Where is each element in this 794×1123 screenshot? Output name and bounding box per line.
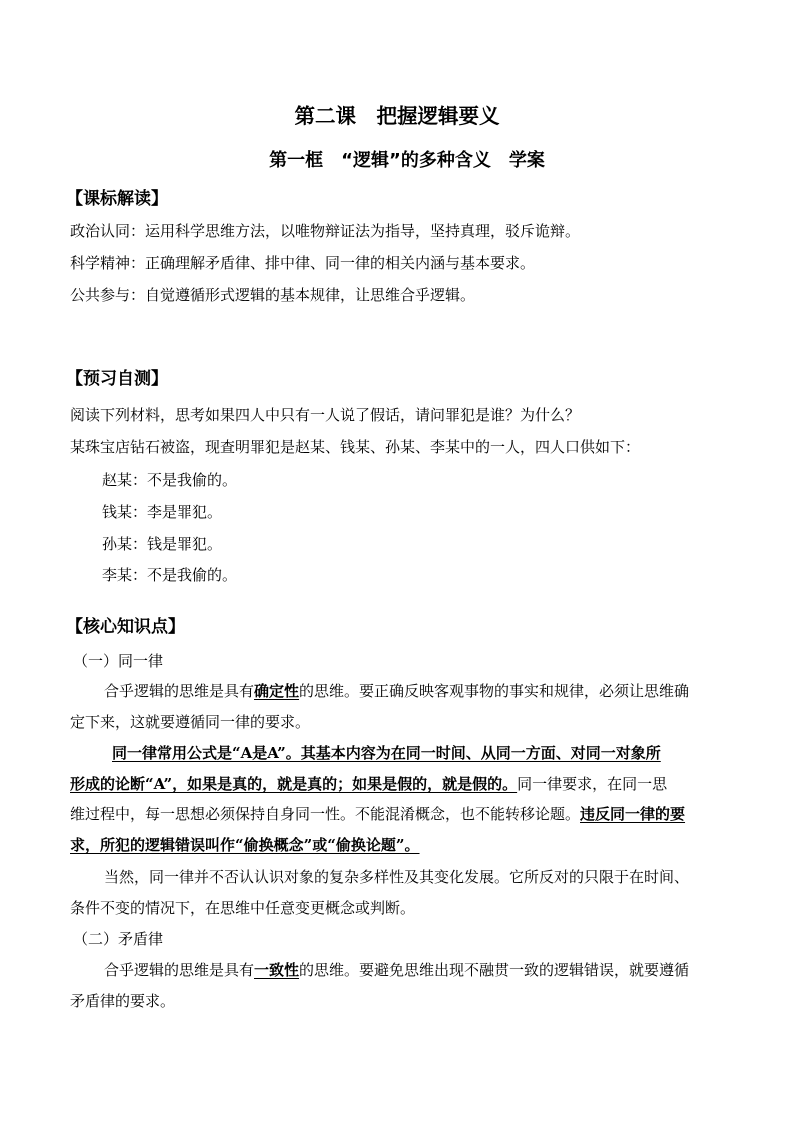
maodunlv-para1-line2: 矛盾律的要求。 [70,992,176,1010]
keyword-certainty: 确定性 [254,682,300,700]
tongyilv-para2-line4: 求，所犯的逻辑错误叫作“偷换概念”或“偷换论题”。 [70,836,420,854]
statement-sun: 孙某：钱是罪犯。 [102,535,223,553]
maodunlv-para1-line1: 合乎逻辑的思维是具有一致性的思维。要避免思维出现不融贯一致的逻辑错误，就要遵循 [104,961,690,979]
kebiao-heading: 【课标解读】 [66,189,168,209]
statement-li: 李某：不是我偷的。 [102,566,238,584]
yuxi-intro-material: 某珠宝店钻石被盗，现查明罪犯是赵某、钱某、孙某、李某中的一人，四人口供如下： [70,438,641,456]
yuxi-intro-question: 阅读下列材料，思考如果四人中只有一人说了假话，请问罪犯是谁？为什么？ [70,406,581,424]
kebiao-item-science: 科学精神：正确理解矛盾律、排中律、同一律的相关内涵与基本要求。 [70,254,536,272]
yuxi-heading: 【预习自测】 [66,369,168,389]
statement-qian: 钱某：李是罪犯。 [102,503,223,521]
tongyilv-para2-line3: 维过程中，每一思想必须保持自身同一性。不能混淆概念，也不能转移论题。违反同一律的要 [70,805,686,823]
kebiao-item-public: 公共参与：自觉遵循形式逻辑的基本规律，让思维合乎逻辑。 [70,286,476,304]
page-title: 第二课 把握逻辑要义 [294,104,500,128]
section-maodunlv-label: （二）矛盾律 [73,930,164,948]
page-subtitle: 第一框 “逻辑”的多种含义 学案 [269,150,545,171]
tongyilv-para3-line2: 条件不变的情况下，在思维中任意变更概念或判断。 [70,899,416,917]
tongyilv-para1-line1: 合乎逻辑的思维是具有确定性的思维。要正确反映客观事物的事实和规律，必须让思维确 [104,682,690,700]
statement-zhao: 赵某：不是我偷的。 [102,471,238,489]
tongyilv-para2-line2: 形成的论断“A”，如果是真的，就是真的；如果是假的，就是假的。同一律要求，在同一思 [70,775,668,793]
kebiao-item-political: 政治认同：运用科学思维方法，以唯物辩证法为指导，坚持真理，驳斥诡辩。 [70,222,581,240]
hexin-heading: 【核心知识点】 [66,617,185,637]
keyword-consistency: 一致性 [254,961,300,979]
section-tongyilv-label: （一）同一律 [73,652,164,670]
tongyilv-formula-line: 同一律常用公式是“A是A”。其基本内容为在同一时间、从同一方面、对同一对象所 [112,744,661,762]
tongyilv-para1-line2: 定下来，这就要遵循同一律的要求。 [70,713,311,731]
tongyilv-para3-line1: 当然，同一律并不否认认识对象的复杂多样性及其变化发展。它所反对的只限于在时间、 [104,868,690,886]
